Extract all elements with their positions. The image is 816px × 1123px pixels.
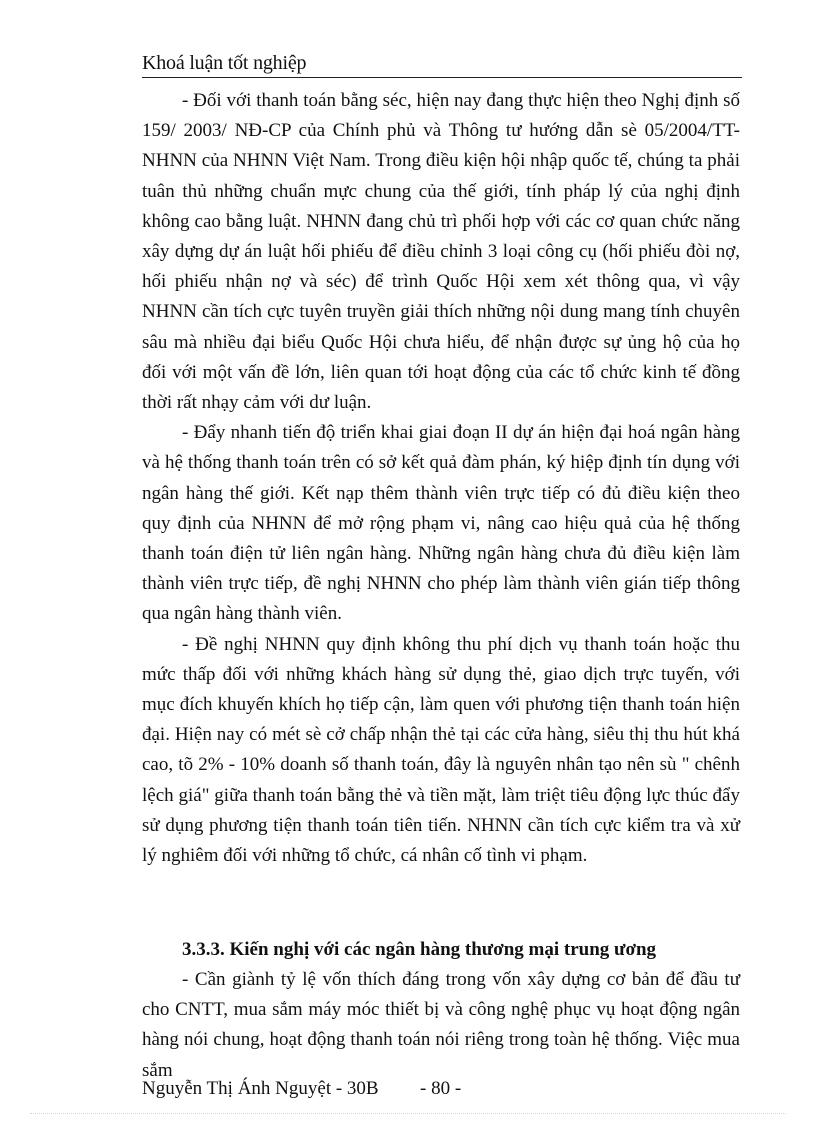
paragraph-fee-policy: - Đề nghị NHNN quy định không thu phí dịch vụ thanh toán hoặc thu mức thấp đối với những khách hàng sử dụng thẻ, giao dịch trực tuyến, với mục đích khuyến khích họ tiếp cận, làm quen với phương tiện thanh toán hiện đại. Hiện nay có mét sè cở chấp nhận thẻ tại các cửa hàng, siêu thị thu hút khá cao, tõ 2% - 10% doanh số thanh toán, đây là nguyên nhân tạo nên sù " chênh lệch giá" giữa thanh toán bằng thẻ và tiền mặt, làm triệt tiêu động lực thúc đẩy sử dụng phương tiện thanh toán tiên tiến. NHNN cần tích cực kiểm tra và xử lý nghiêm đối với những tổ chức, cá nhân cố tình vi phạm. [142,633,740,867]
section-body-text [142,965,740,1086]
page-header-title: Khoá luận tốt nghiệp [142,52,307,74]
paragraph-it-investment: - Cần giành tỷ lệ vốn thích đáng trong vốn xây dựng cơ bản để đầu tư cho CNTT, mua sắm máy móc thiết bị và công nghệ phục vụ hoạt động ngân hàng nói chung, hoạt động thanh toán nói riêng trong toàn hệ thống. Việc mua sắm [142,969,740,1081]
page-bottom-border [30,1113,786,1114]
footer-author: Nguyễn Thị Ánh Nguyệt - 30B [142,1078,379,1099]
header-divider [142,77,742,78]
section-heading: 3.3.3. Kiến nghị với các ngân hàng thương mại trung ương [182,939,657,960]
page-number: - 80 - [420,1078,462,1099]
paragraph-modernization-phase-2: - Đẩy nhanh tiến độ triển khai giai đoạn II dự án hiện đại hoá ngân hàng và hệ thống thanh toán trên có sở kết quả đàm phán, ký hiệp định tín dụng với ngân hàng thế giới. Kết nạp thêm thành viên trực tiếp có đủ điều kiện theo quy định của NHNN để mở rộng phạm vi, nâng cao hiệu quả của hệ thống thanh toán điện tử liên ngân hàng. Những ngân hàng chưa đủ điều kiện làm thành viên trực tiếp, đề nghị NHNN cho phép làm thành viên gián tiếp thông qua ngân hàng thành viên. [142,422,740,625]
body-text [142,86,740,871]
paragraph-cheque-payment: - Đối với thanh toán bằng séc, hiện nay đang thực hiện theo Nghị định số 159/ 2003/ NĐ-CP của Chính phủ và Thông tư hướng dẫn sè 05/2004/TT-NHNN của NHNN Việt Nam. Trong điều kiện hội nhập quốc tế, chúng ta phải tuân thủ những chuẩn mực chung của thế giới, tính pháp lý của nghị định không cao bằng luật. NHNN đang chủ trì phối hợp với các cơ quan chức năng xây dựng dự án luật hối phiếu để điều chỉnh 3 loại công cụ (hối phiếu đòi nợ, hối phiếu nhận nợ và séc) để trình Quốc Hội xem xét thông qua, vì vậy NHNN cần tích cực tuyên truyền giải thích những nội dung mang tính chuyên sâu mà nhiều đại biểu Quốc Hội chưa hiểu, để nhận được sự ủng hộ của họ đối với một vấn đề lớn, liên quan tới hoạt động của các tổ chức kinh tế đồng thời rất nhạy cảm với dư luận. [142,90,740,414]
